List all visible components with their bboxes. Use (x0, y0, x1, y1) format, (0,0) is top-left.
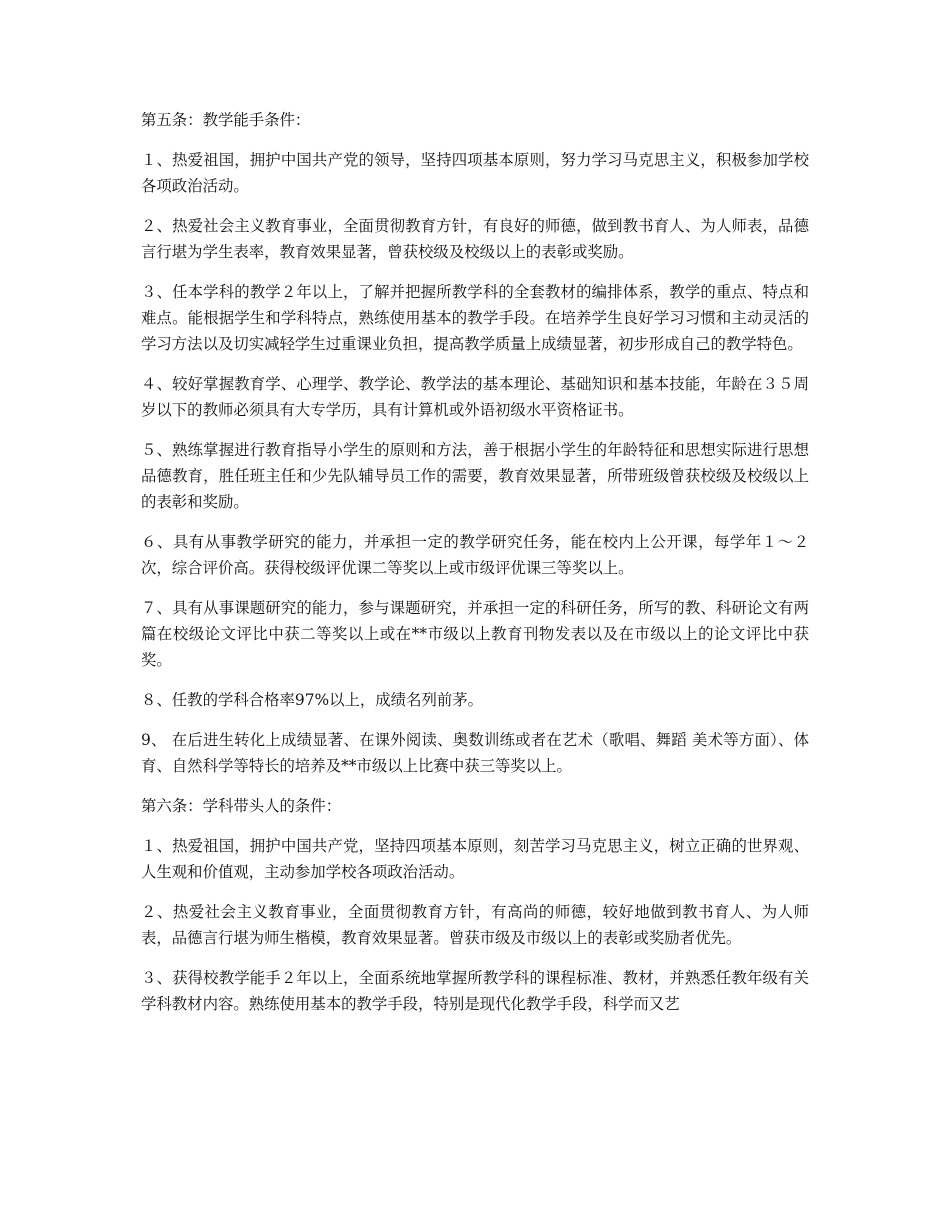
section6-item-3: ３、获得校教学能手２年以上，全面系统地掌握所教学科的课程标准、教材，并熟悉任教年级有关学科教材内容。熟练使用基本的教学手段，特别是现代化教学手段，科学而又艺 (141, 969, 809, 1013)
section5-heading: 第五条：教学能手条件： (141, 111, 311, 129)
section5-item-3: ３、任本学科的教学２年以上，了解并把握所教学科的全套教材的编排体系，教学的重点、特点和难点。能根据学生和学科特点，熟练使用基本的教学手段。在培养学生良好学习习惯和主动灵活的学习方法以及切实减轻学生过重课业负担，提高教学质量上成绩显著，初步形成自己的教学特色。 (141, 283, 809, 353)
section5-item-6: ６、具有从事教学研究的能力，并承担一定的教学研究任务，能在校内上公开课，每学年１～２次，综合评价高。获得校级评优课二等奖以上或市级评优课三等奖以上。 (141, 533, 809, 577)
section5-item-7: ７、具有从事课题研究的能力，参与课题研究，并承担一定的科研任务，所写的教、科研论文有两篇在校级论文评比中获二等奖以上或在**市级以上教育刊物发表以及在市级以上的论文评比中获奖。 (141, 599, 809, 669)
document-page (141, 107, 809, 1031)
section5-item-2: ２、热爱社会主义教育事业，全面贯彻教育方针，有良好的师德，做到教书育人、为人师表，品德言行堪为学生表率，教育效果显著，曾获校级及校级以上的表彰或奖励。 (141, 217, 809, 261)
section5-item-8: ８、任教的学科合格率97%以上，成绩名列前茅。 (141, 691, 484, 709)
section6-item-1: １、热爱祖国，拥护中国共产党，坚持四项基本原则，刻苦学习马克思主义，树立正确的世界观、人生观和价值观，主动参加学校各项政治活动。 (141, 837, 809, 881)
section5-item-1: １、热爱祖国，拥护中国共产党的领导，坚持四项基本原则，努力学习马克思主义，积极参加学校各项政治活动。 (141, 151, 809, 195)
section5-item-9: 9、 在后进生转化上成绩显著、在课外阅读、奥数训练或者在艺术（歌唱、舞蹈 美术等方面）、体育、自然科学等特长的培养及**市级以上比赛中获三等奖以上。 (141, 731, 809, 775)
section5-item-4: ４、较好掌握教育学、心理学、教学论、教学法的基本理论、基础知识和基本技能，年龄在３５周岁以下的教师必须具有大专学历，具有计算机或外语初级水平资格证书。 (141, 375, 809, 419)
section6-heading: 第六条：学科带头人的条件： (141, 797, 342, 815)
section5-item-5: ５、熟练掌握进行教育指导小学生的原则和方法，善于根据小学生的年龄特征和思想实际进行思想品德教育，胜任班主任和少先队辅导员工作的需要，教育效果显著，所带班级曾获校级及校级以上的表彰和奖励。 (141, 441, 809, 511)
section6-item-2: ２、热爱社会主义教育事业，全面贯彻教育方针，有高尚的师德，较好地做到教书育人、为人师表，品德言行堪为师生楷模，教育效果显著。曾获市级及市级以上的表彰或奖励者优先。 (141, 903, 809, 947)
